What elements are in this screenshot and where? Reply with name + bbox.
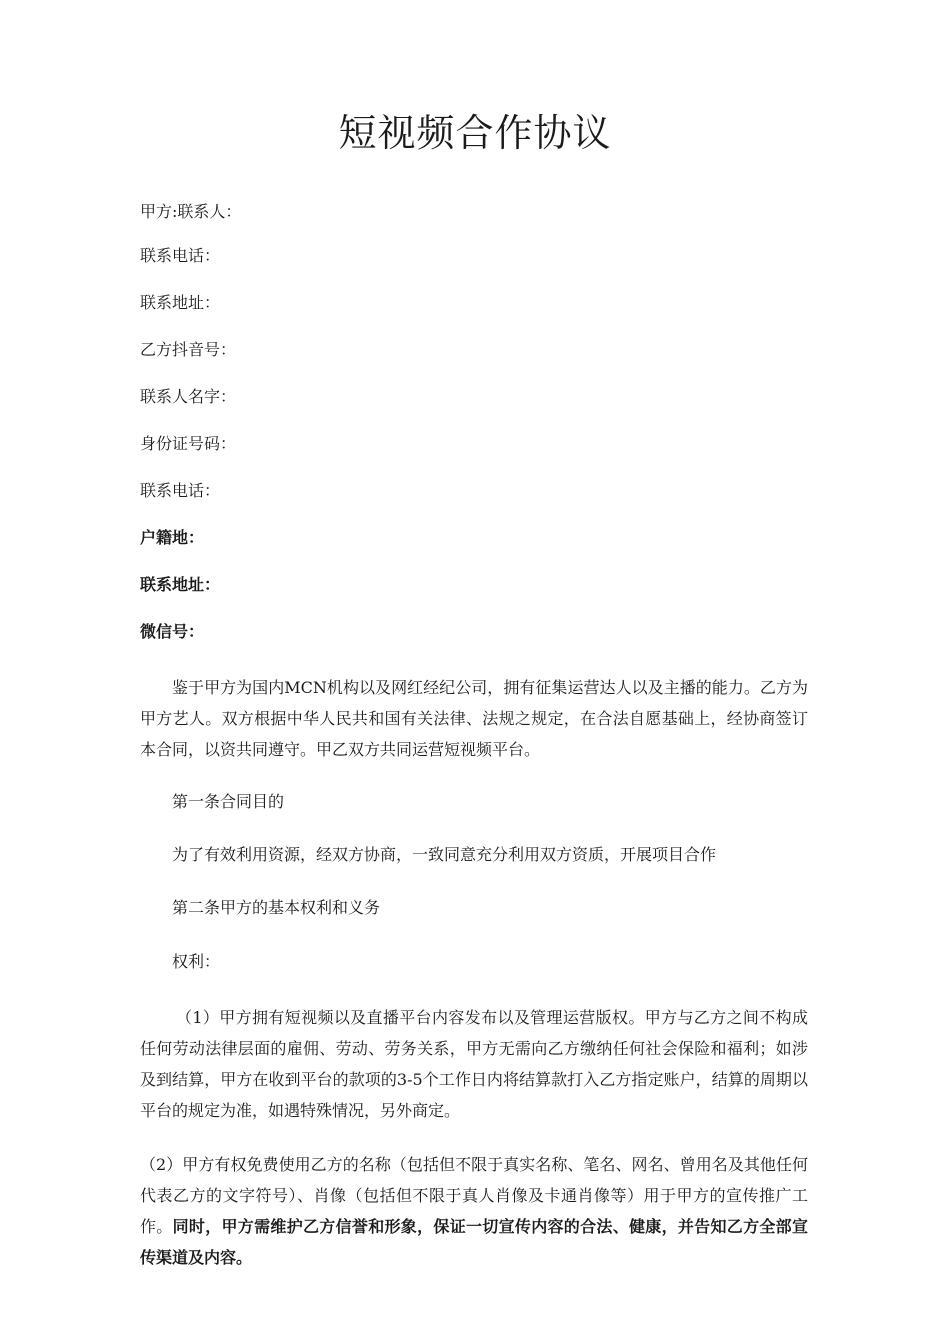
party-b-id-number-field: 身份证号码：	[140, 434, 237, 453]
party-b-phone-field: 联系电话：	[140, 481, 221, 500]
party-a-address-field: 联系地址：	[140, 293, 221, 312]
clause-2-paragraph	[140, 1149, 808, 1273]
party-b-contact-name-field: 联系人名字：	[140, 387, 237, 406]
rights-heading: 权利：	[172, 952, 221, 971]
intro-paragraph: 鉴于甲方为国内MCN机构以及网红经纪公司，拥有征集运营达人以及主播的能力。乙方为甲方艺人。双方根据中华人民共和国有关法律、法规之规定，在合法自愿基础上，经协商签订本合同，以资共同遵守。甲乙双方共同运营短视频平台。	[140, 678, 808, 759]
clause-2-bold-text: 同时，甲方需维护乙方信誉和形象，保证一切宣传内容的合法、健康，并告知乙方全部宣传渠道及内容。	[140, 1217, 808, 1267]
article-1-heading: 第一条合同目的	[172, 792, 285, 811]
clause-2-text: （2）甲方有权免费使用乙方的名称（包括但不限于真实名称、笔名、网名、曾用名及其他任何代表乙方的文字符号）、肖像（包括但不限于真人肖像及卡通肖像等）用于甲方的宣传推广工作。	[140, 1155, 808, 1236]
article-2-heading: 第二条甲方的基本权利和义务	[172, 898, 381, 917]
party-b-wechat-field: 微信号：	[140, 622, 205, 641]
party-a-contact-field: 甲方:联系人：	[140, 202, 242, 221]
article-1-text: 为了有效利用资源，经双方协商，一致同意充分利用双方资质，开展项目合作	[172, 845, 717, 864]
clause-1-paragraph: （1）甲方拥有短视频以及直播平台内容发布以及管理运营版权。甲方与乙方之间不构成任何劳动法律层面的雇佣、劳动、劳务关系，甲方无需向乙方缴纳任何社会保险和福利；如涉及到结算，甲方在收到平台的款项的3-5个工作日内将结算款打入乙方指定账户，结算的周期以平台的规定为准，如遇特殊情况，另外商定。	[140, 1008, 808, 1120]
document-title: 短视频合作协议	[338, 111, 612, 155]
party-b-douyin-field: 乙方抖音号：	[140, 340, 237, 359]
party-a-phone-field: 联系电话：	[140, 246, 221, 265]
party-b-address-field: 联系地址：	[140, 575, 221, 594]
party-b-household-field: 户籍地：	[140, 528, 205, 547]
